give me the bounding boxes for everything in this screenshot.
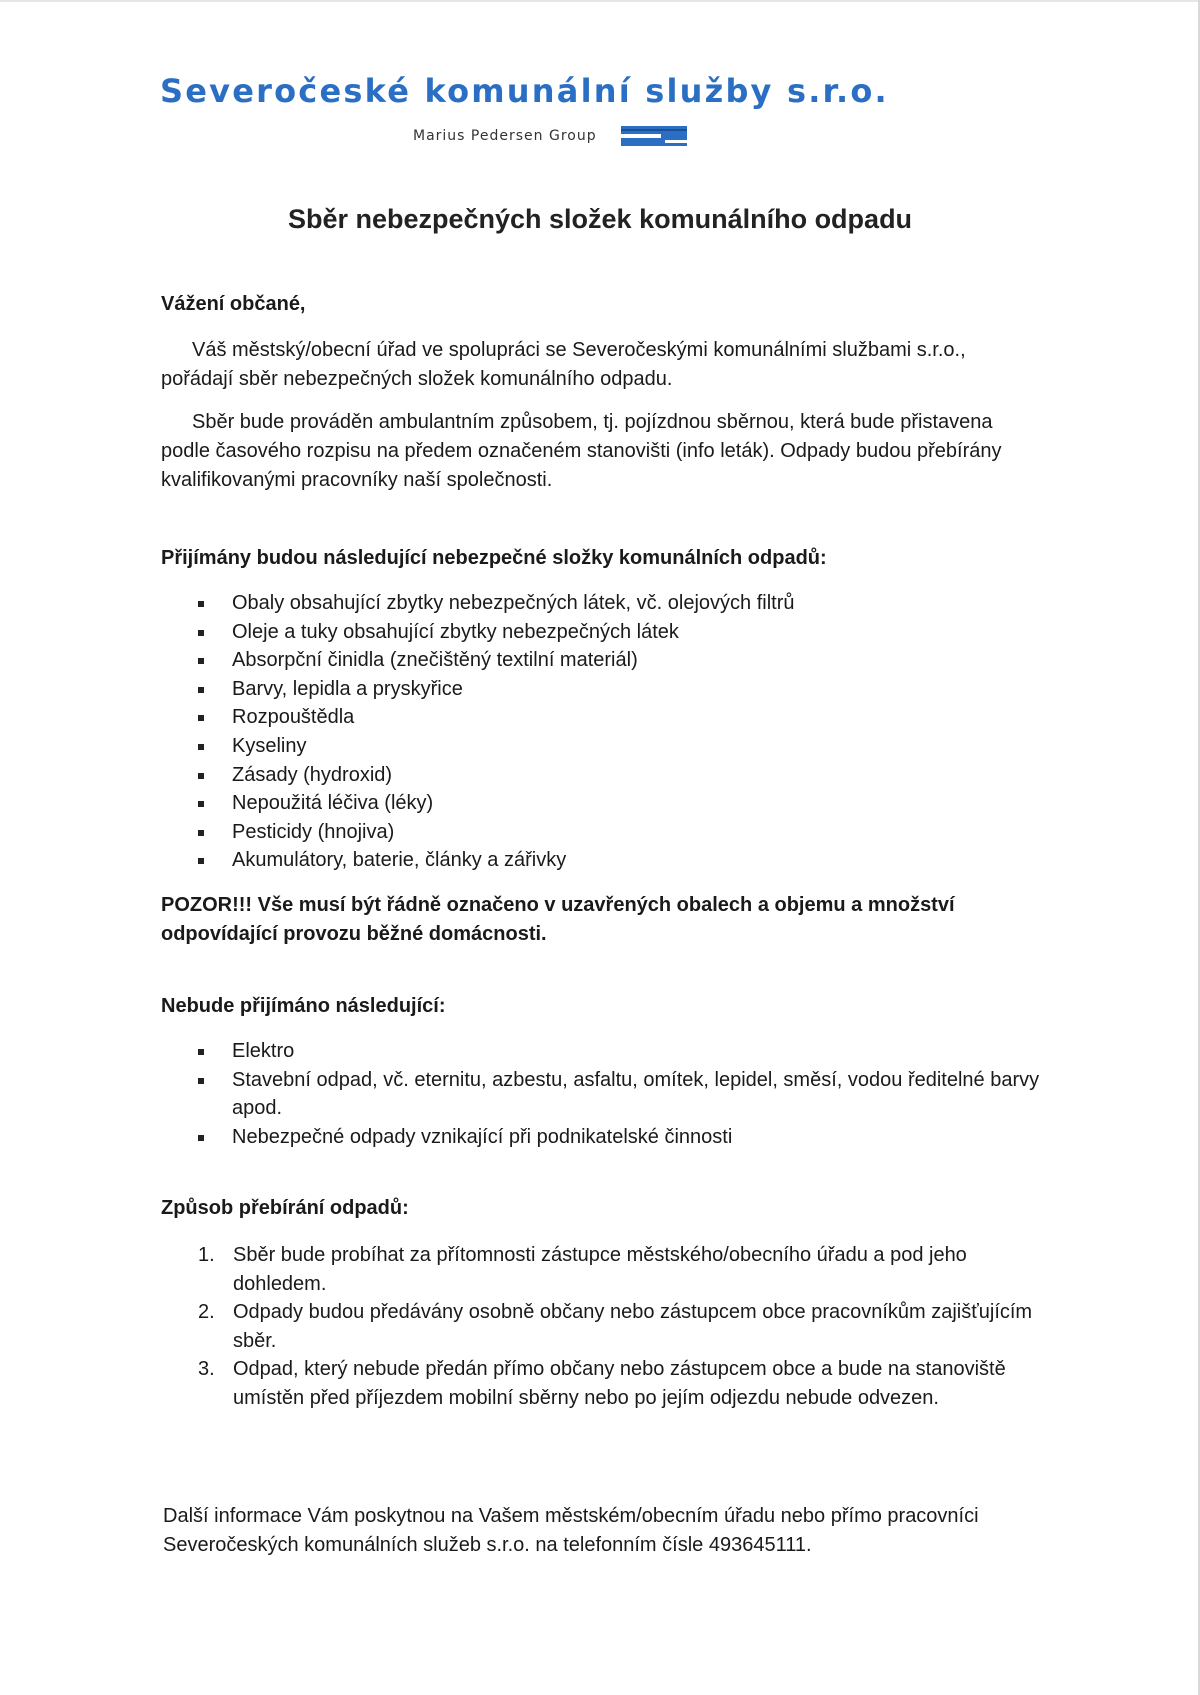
closing-paragraph: Další informace Vám poskytnou na Vašem městském/obecním úřadu nebo přímo pracovníci Severočeských komunálních služeb s.r.o. na telefonním čísle 493645111. <box>163 1505 979 1556</box>
rejected-list <box>198 1037 1048 1151</box>
method-heading: Způsob přebírání odpadů: <box>161 1197 409 1219</box>
marius-pedersen-logo-icon <box>621 126 687 146</box>
bullet-icon <box>198 801 204 807</box>
warning-note: POZOR!!! Vše musí být řádně označeno v uzavřených obalech a objemu a množství odpovídající provozu běžné domácnosti. <box>161 894 955 945</box>
page-title: Sběr nebezpečných složek komunálního odpadu <box>287 204 913 234</box>
method-steps <box>198 1241 1038 1413</box>
list-item: Pesticidy (hnojiva) <box>198 818 1048 847</box>
bullet-icon <box>198 658 204 664</box>
list-item: Absorpční činidla (znečištěný textilní materiál) <box>198 646 1048 675</box>
step-item: 1. Sběr bude probíhat za přítomnosti zástupce městského/obecního úřadu a pod jeho dohledem. <box>198 1244 967 1295</box>
accepted-heading: Přijímány budou následující nebezpečné složky komunálních odpadů: <box>161 547 827 569</box>
intro-paragraph: Váš městský/obecní úřad ve spolupráci se Severočeskými komunálními službami s.r.o., pořádají sběr nebezpečných složek komunálního odpadu. <box>161 339 966 390</box>
salutation: Vážení občané, <box>161 293 306 315</box>
bullet-icon <box>198 1135 204 1141</box>
step-item: 3. Odpad, který nebude předán přímo občany nebo zástupcem obce a bude na stanoviště umístěn před příjezdem mobilní sběrny nebo po jejím odjezdu nebude odvezen. <box>198 1358 1006 1409</box>
bullet-icon <box>198 630 204 636</box>
list-item: Oleje a tuky obsahující zbytky nebezpečných látek <box>198 618 1048 647</box>
list-item: Kyseliny <box>198 732 1048 761</box>
group-name: Marius Pedersen Group <box>413 128 597 144</box>
rejected-heading: Nebude přijímáno následující: <box>161 995 446 1017</box>
group-row <box>413 126 687 146</box>
list-item: Barvy, lepidla a pryskyřice <box>198 675 1048 704</box>
page-top-edge <box>0 0 1200 2</box>
bullet-icon <box>198 744 204 750</box>
company-name: Severočeské komunální služby s.r.o. <box>160 72 889 110</box>
list-item: Zásady (hydroxid) <box>198 761 1048 790</box>
bullet-icon <box>198 773 204 779</box>
collection-paragraph: Sběr bude prováděn ambulantním způsobem, tj. pojízdnou sběrnou, která bude přistavena podle časového rozpisu na předem označeném stanovišti (info leták). Odpady budou přebírány kvalifikovanými pracovníky naší společnosti. <box>161 411 1002 491</box>
bullet-icon <box>198 858 204 864</box>
list-item: Akumulátory, baterie, články a zářivky <box>198 846 1048 875</box>
list-item: Obaly obsahující zbytky nebezpečných látek, vč. olejových filtrů <box>198 589 1048 618</box>
step-item: 2. Odpady budou předávány osobně občany nebo zástupcem obce pracovníkům zajišťujícím sběr. <box>198 1301 1033 1352</box>
bullet-icon <box>198 830 204 836</box>
bullet-icon <box>198 1078 204 1084</box>
list-item: Nepoužitá léčiva (léky) <box>198 789 1048 818</box>
list-item: Nebezpečné odpady vznikající při podnikatelské činnosti <box>198 1123 1048 1152</box>
bullet-icon <box>198 687 204 693</box>
accepted-list <box>198 589 1048 875</box>
list-item: Stavební odpad, vč. eternitu, azbestu, asfaltu, omítek, lepidel, směsí, vodou ředitelné barvy apod. <box>198 1066 1048 1123</box>
bullet-icon <box>198 1049 204 1055</box>
list-item: Elektro <box>198 1037 1048 1066</box>
bullet-icon <box>198 715 204 721</box>
list-item: Rozpouštědla <box>198 703 1048 732</box>
bullet-icon <box>198 601 204 607</box>
